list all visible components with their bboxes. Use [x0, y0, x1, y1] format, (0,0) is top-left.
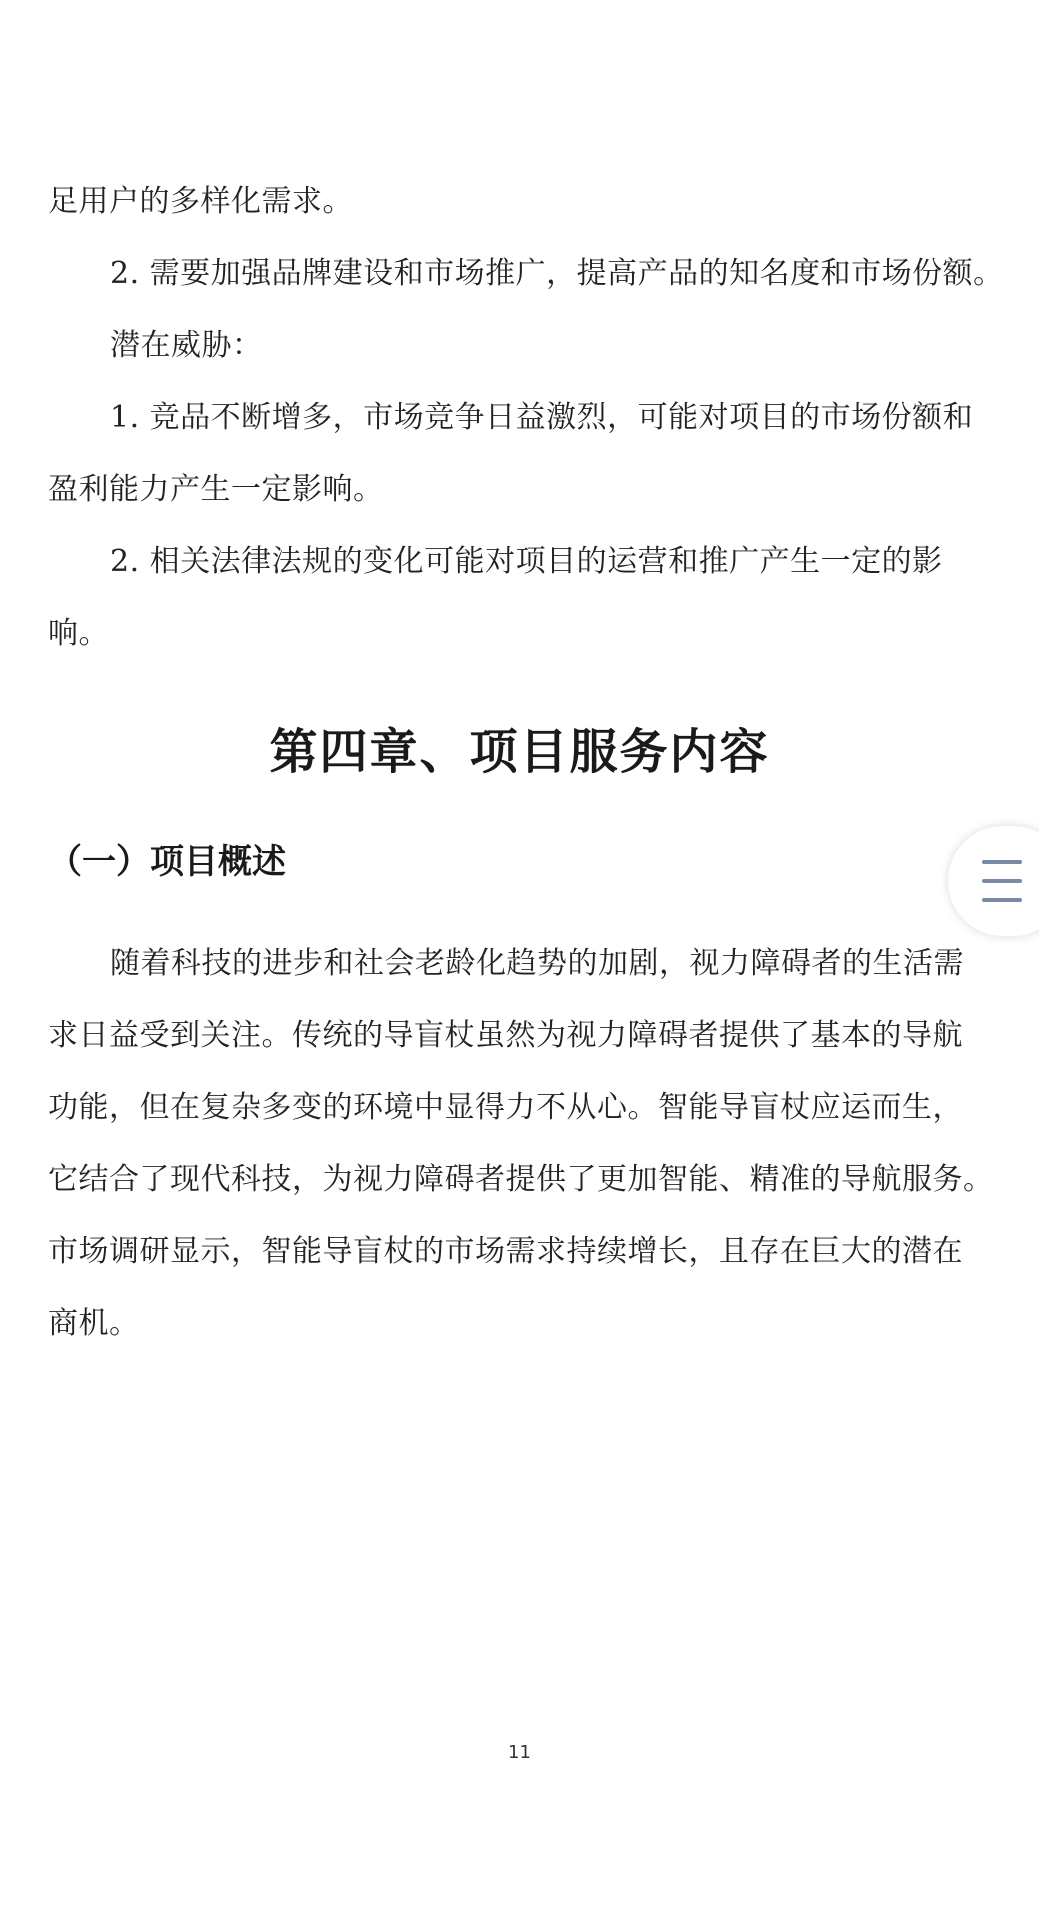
- text-line: 潜在威胁：: [110, 328, 263, 363]
- section-title: （一）项目概述: [48, 842, 286, 882]
- text-line: 足用户的多样化需求。: [48, 184, 353, 219]
- chapter-title: 第四章、项目服务内容: [269, 724, 770, 780]
- overview-line: 市场调研显示，智能导盲杖的市场需求持续增长，且存在巨大的潜在: [48, 1234, 963, 1269]
- page-number: 11: [508, 1742, 531, 1763]
- text-line: 盈利能力产生一定影响。: [48, 472, 384, 507]
- overview-line: 功能，但在复杂多变的环境中显得力不从心。智能导盲杖应运而生，: [48, 1090, 963, 1125]
- overview-line: 它结合了现代科技，为视力障碍者提供了更加智能、精准的导航服务。: [48, 1162, 994, 1197]
- text-line: 响。: [48, 616, 109, 651]
- overview-line: 随着科技的进步和社会老龄化趋势的加剧，视力障碍者的生活需: [110, 946, 964, 981]
- overview-line: 求日益受到关注。传统的导盲杖虽然为视力障碍者提供了基本的导航: [48, 1018, 963, 1053]
- overview-line: 商机。: [48, 1306, 140, 1341]
- text-line: 1. 竞品不断增多，市场竞争日益激烈，可能对项目的市场份额和: [110, 400, 974, 435]
- text-line: 2. 需要加强品牌建设和市场推广，提高产品的知名度和市场份额。: [110, 256, 1004, 291]
- menu-button[interactable]: [948, 826, 1039, 936]
- text-line: 2. 相关法律法规的变化可能对项目的运营和推广产生一定的影: [110, 544, 943, 579]
